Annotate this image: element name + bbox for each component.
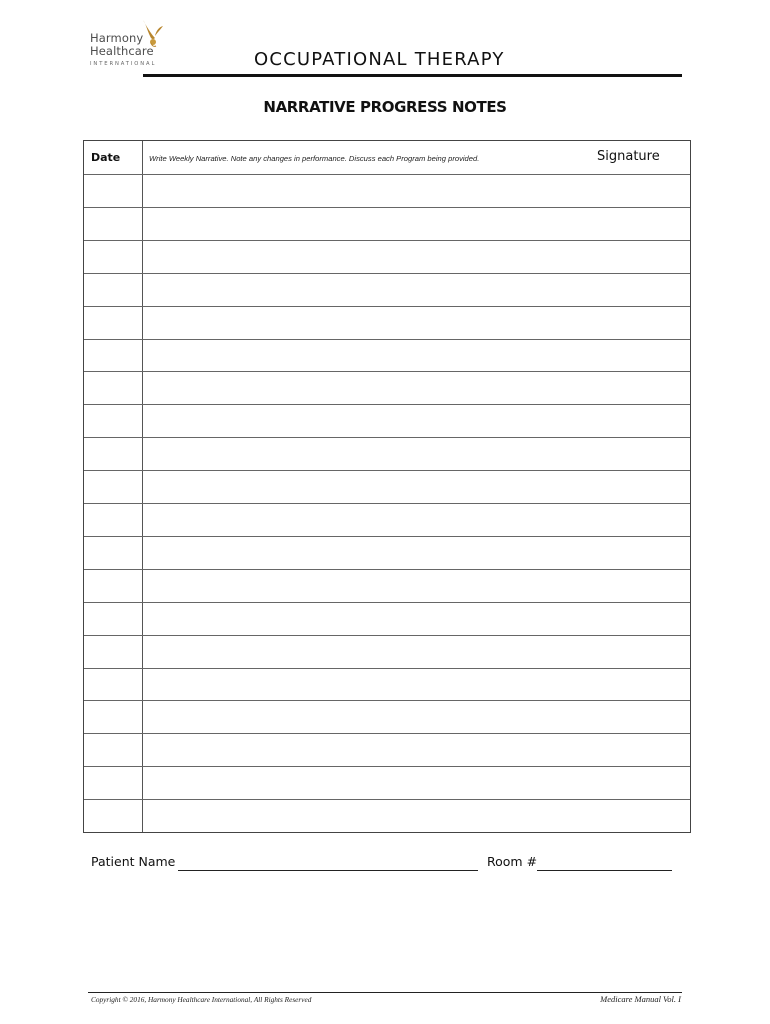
date-column-divider (142, 141, 143, 832)
document-title: NARRATIVE PROGRESS NOTES (263, 98, 507, 116)
table-row[interactable] (84, 733, 690, 734)
table-row[interactable] (84, 404, 690, 405)
logo-line-2: Healthcare (90, 44, 154, 58)
signature-column-header: Signature (597, 149, 660, 164)
company-logo (89, 18, 189, 72)
date-column-header: Date (91, 151, 121, 164)
table-row[interactable] (84, 273, 690, 274)
table-row[interactable] (84, 437, 690, 438)
table-row[interactable] (84, 470, 690, 471)
table-row[interactable] (84, 569, 690, 570)
narrative-column-header: Write Weekly Narrative. Note any changes in performance. Discuss each Program being provided. (149, 154, 480, 163)
table-row[interactable] (84, 503, 690, 504)
patient-name-label: Patient Name (91, 854, 176, 869)
logo-line-3: INTERNATIONAL (90, 61, 157, 67)
table-row[interactable] (84, 635, 690, 636)
progress-notes-table (83, 140, 691, 833)
table-row[interactable] (84, 174, 690, 175)
table-row[interactable] (84, 207, 690, 208)
manual-reference: Medicare Manual Vol. I (600, 994, 681, 1004)
table-row[interactable] (84, 371, 690, 372)
table-row[interactable] (84, 799, 690, 800)
table-row[interactable] (84, 240, 690, 241)
table-row[interactable] (84, 668, 690, 669)
logo-line-1: Harmony (90, 31, 144, 45)
table-row[interactable] (84, 339, 690, 340)
footer-rule (88, 992, 682, 993)
table-row[interactable] (84, 306, 690, 307)
room-label: Room # (487, 854, 538, 869)
header-title: OCCUPATIONAL THERAPY (254, 49, 505, 70)
copyright-text: Copyright © 2016, Harmony Healthcare International, All Rights Reserved (91, 995, 312, 1004)
table-row[interactable] (84, 602, 690, 603)
table-row[interactable] (84, 766, 690, 767)
table-row[interactable] (84, 700, 690, 701)
header-rule (143, 74, 682, 77)
room-field[interactable] (537, 870, 672, 871)
table-row[interactable] (84, 536, 690, 537)
patient-name-field[interactable] (178, 870, 478, 871)
